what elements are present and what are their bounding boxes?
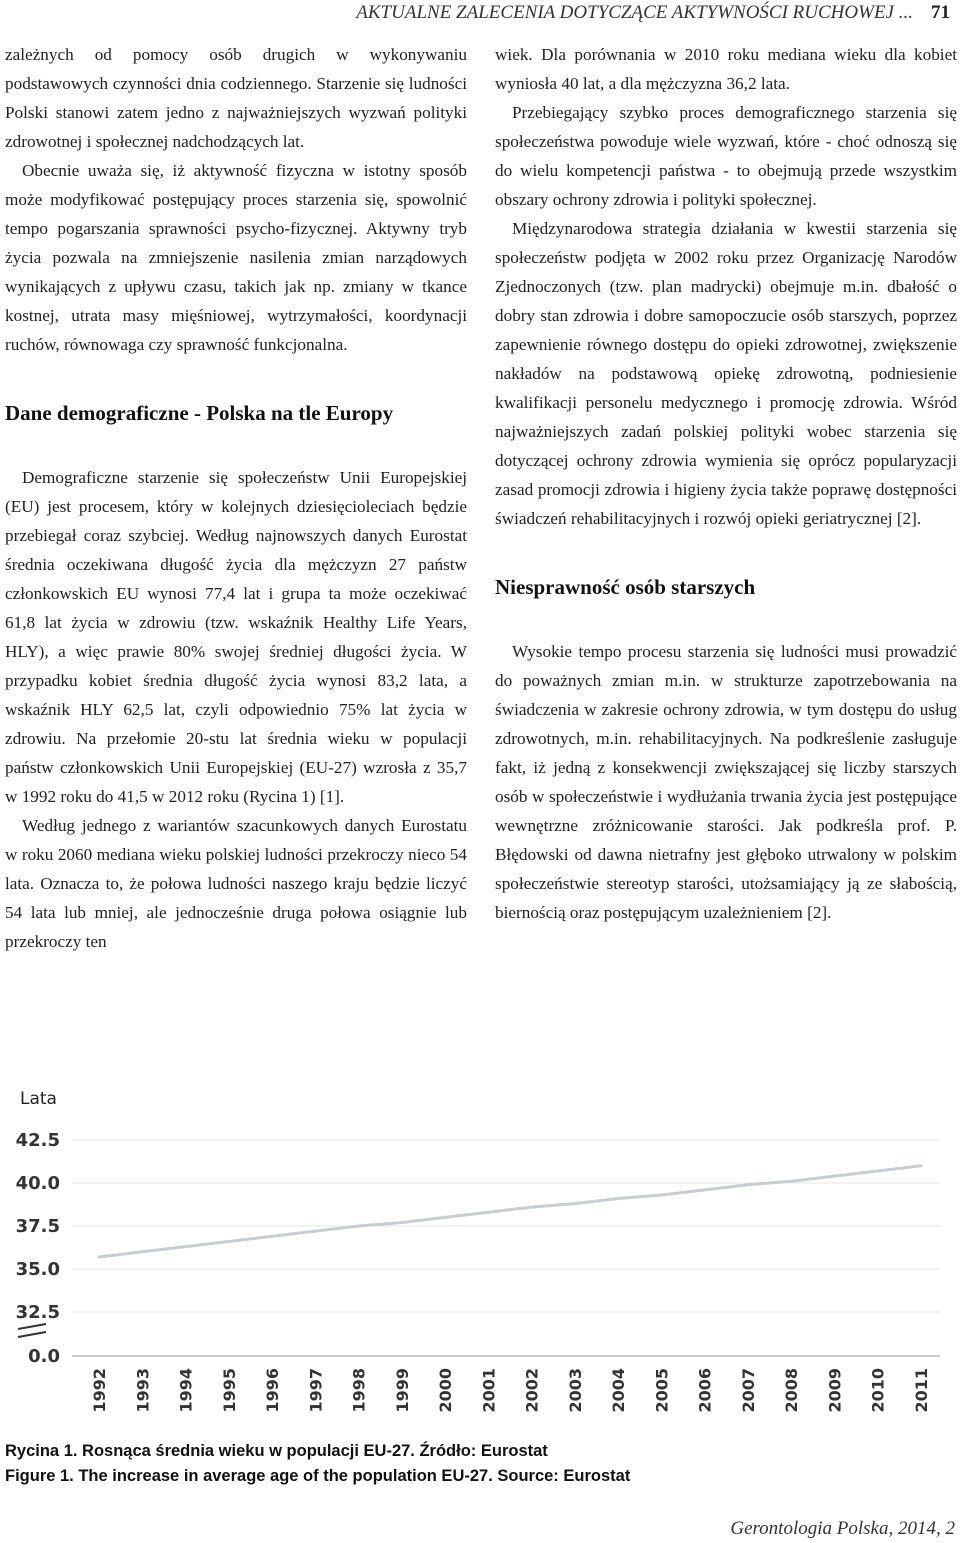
caption-pl: Rycina 1. Rosnąca średnia wieku w populacji EU-27. Źródło: Eurostat <box>5 1442 548 1460</box>
x-tick-label: 1997 <box>306 1368 326 1413</box>
y-tick-label: 42.5 <box>15 1130 60 1151</box>
data-point <box>400 1221 403 1224</box>
x-tick-label: 2009 <box>825 1368 845 1413</box>
data-point <box>314 1230 317 1233</box>
x-tick-label: 2007 <box>738 1368 758 1413</box>
data-point <box>530 1206 533 1209</box>
x-tick-label: 1998 <box>349 1368 369 1413</box>
right-column <box>495 40 957 927</box>
paragraph: Demograficzne starzenie się społeczeństw Unii Europejskiej (EU) jest procesem, który w kolejnych dziesięcioleciach będzie przebiegał coraz szybciej. Według najnowszych danych Eurostat średnia oczekiwana długość życia dla mężczyzn 27 państw członkowskich EU wynosi 77,4 lat i grupa ta może oczekiwać 61,8 lat życia w zdrowiu (tzw. wskaźnik Healthy Life Years, HLY), a więc prawie 80% swojej średniej długości życia. W przypadku kobiet średnia długość życia wynosi 83,2 lata, a wskaźnik HLY 62,5 lat, czyli odpowiednio 75% lat życia w zdrowiu. Na przełomie 20-stu lat średnia wieku w populacji państw członkowskich Unii Europejskiej (EU-27) wzrosła z 35,7 w 1992 roku do 41,5 w 2012 roku (Rycina 1) [1]. <box>5 468 467 806</box>
paragraph: Przebiegający szybko proces demograficznego starzenia się społeczeństwa powoduje wiele wyzwań, które - choć odnoszą się do wielu kompetencji państwa - to obejmują przede wszystkim obszary ochrony zdrowia i polityki społecznej. <box>495 103 957 209</box>
x-tick-label: 2008 <box>782 1368 802 1413</box>
y-axis-label: Lata <box>20 1089 57 1109</box>
x-tick-label: 1993 <box>133 1368 153 1413</box>
journal-footer: Gerontologia Polska, 2014, 2 <box>730 1518 955 1539</box>
data-point <box>444 1216 447 1219</box>
paragraph: Według jednego z wariantów szacunkowych danych Eurostatu w roku 2060 mediana wieku polskiej ludności przekroczy nieco 54 lata. Oznacza to, że połowa ludności naszego kraju będzie liczyć 54 lata lub mniej, ale jednocześnie druga połowa osiągnie lub przekroczy ten <box>5 816 467 951</box>
y-tick-label: 37.5 <box>15 1216 60 1237</box>
page-number: 71 <box>931 2 950 23</box>
data-point <box>790 1180 793 1183</box>
x-tick-label: 2010 <box>868 1368 888 1413</box>
x-tick-label: 2000 <box>436 1368 456 1413</box>
data-point <box>617 1197 620 1200</box>
x-tick-label: 2004 <box>609 1368 629 1413</box>
series-line <box>99 1166 921 1257</box>
paragraph: Międzynarodowa strategia działania w kwestii starzenia się społeczeństw podjęta w 2002 roku przez Organizację Narodów Zjednoczonych (tzw. plan madrycki) obejmuje m.in. dbałość o dobry stan zdrowia i dobre samopoczucie osób starszych, poprzez zapewnienie równego dostępu do opieki zdrowotnej, zwiększenie nakładów na podstawową opiekę zdrowotną, podniesienie kwalifikacji personelu medycznego i promocję zdrowia. Wśród najważniejszych zadań polskiej polityki wobec starzenia się dotyczącej ochrony zdrowia wymienia się oprócz popularyzacji zasad promocji zdrowia i higieny życia także poprawę dostępności świadczeń rehabilitacyjnych i rozwój opieki geriatrycznej [2]. <box>495 219 957 528</box>
paragraph: wiek. Dla porównania w 2010 roku mediana wieku dla kobiet wyniosła 40 lat, a dla mężczyzna 36,2 lata. <box>495 45 957 93</box>
data-point <box>98 1256 101 1259</box>
x-tick-label: 1999 <box>392 1368 412 1413</box>
paragraph: Wysokie tempo procesu starzenia się ludności musi prowadzić do poważnych zmian m.in. w strukturze zapotrzebowania na świadczenia w zakresie ochrony zdrowia, w tym dostępu do usług zdrowotnych, m.in. rehabilitacyjnych. Na podkreślenie zasługuje fakt, iż jedną z konsekwencji zwiększającej się liczby starszych osób w społeczeństwie i wydłużania trwania życia jest postępujące wewnętrzne zróżnicowanie starości. Jak podkreśla prof. P. Błędowski od dawna nietrafny jest głęboko utrwalony w polskim społeczeństwie stereotyp starości, utożsamiający ją ze słabością, biernością oraz postępującym uzależnieniem [2]. <box>495 642 957 922</box>
data-point <box>487 1211 490 1214</box>
axis-break-mark <box>18 1324 46 1329</box>
x-tick-label: 2005 <box>652 1368 672 1413</box>
section-heading: Niesprawność osób starszych <box>495 575 756 599</box>
y-tick-label: 0.0 <box>28 1346 60 1367</box>
y-tick-label: 40.0 <box>15 1173 60 1194</box>
data-point <box>660 1194 663 1197</box>
paragraph: zależnych od pomocy osób drugich w wykonywaniu podstawowych czynności dnia codziennego. Starzenie się ludności Polski stanowi zatem jedno z najważniejszych wyzwań polityki zdrowotnej i społecznej nadchodzących lat. <box>5 45 467 151</box>
data-point <box>747 1183 750 1186</box>
x-tick-label: 2003 <box>565 1368 585 1413</box>
x-tick-label: 2001 <box>479 1368 499 1413</box>
x-tick-label: 2002 <box>522 1368 542 1413</box>
x-tick-label: 1994 <box>176 1368 196 1413</box>
data-point <box>573 1202 576 1205</box>
section-heading: Dane demograficzne - Polska na tle Europy <box>5 401 394 425</box>
data-point <box>920 1164 923 1167</box>
data-point <box>141 1250 144 1253</box>
figure-chart <box>0 1080 960 1440</box>
data-point <box>227 1240 230 1243</box>
data-point <box>876 1170 879 1173</box>
data-point <box>833 1175 836 1178</box>
running-header <box>300 2 950 24</box>
data-point <box>184 1245 187 1248</box>
axis-break-mark <box>18 1332 46 1337</box>
data-point <box>703 1188 706 1191</box>
x-tick-label: 2006 <box>695 1368 715 1413</box>
x-tick-label: 2011 <box>912 1368 931 1413</box>
caption-en: Figure 1. The increase in average age of the population EU-27. Source: Eurostat <box>5 1467 631 1485</box>
x-tick-label: 1995 <box>219 1368 239 1413</box>
data-point <box>357 1225 360 1228</box>
running-title: AKTUALNE ZALECENIA DOTYCZĄCE AKTYWNOŚCI RUCHOWEJ ... <box>356 2 913 23</box>
left-column <box>5 40 467 956</box>
y-tick-label: 32.5 <box>15 1302 60 1323</box>
x-tick-label: 1992 <box>90 1368 109 1413</box>
paragraph: Obecnie uważa się, iż aktywność fizyczna w istotny sposób może modyfikować postępujący proces starzenia się, spowolnić tempo pogarszania sprawności psycho-fizycznej. Aktywny tryb życia pozwala na zmniejszenie nasilenia zmian narządowych wynikających z upływu czasu, takich jak np. zmiany w tkance kostnej, utrata masy mięśniowej, wytrzymałości, koordynacji ruchów, równowaga czy sprawność funkcjonalna. <box>5 161 467 354</box>
data-point <box>271 1235 274 1238</box>
line-chart <box>0 1080 960 1440</box>
x-tick-label: 1996 <box>263 1368 283 1413</box>
y-tick-label: 35.0 <box>15 1259 60 1280</box>
